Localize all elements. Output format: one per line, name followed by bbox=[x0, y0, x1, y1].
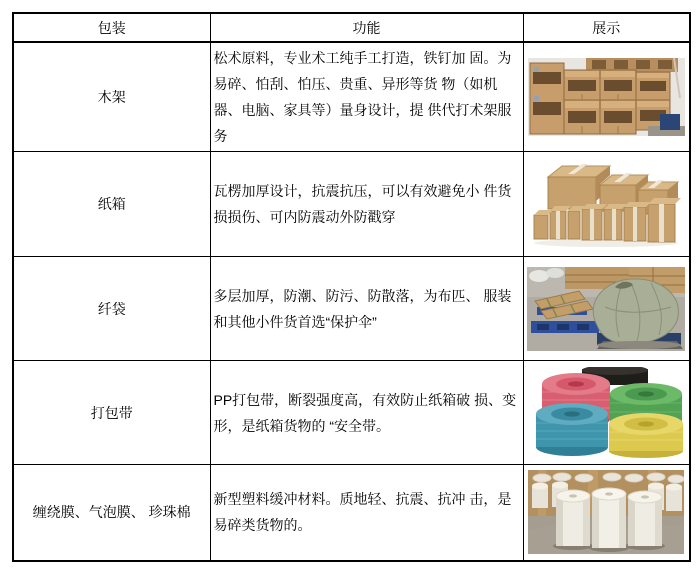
function-description: 瓦楞加厚设计，抗震抗压，可以有效避免小 件货损损伤、可内防震动外防戳穿 bbox=[210, 152, 523, 257]
display-cell bbox=[523, 152, 690, 257]
function-description: 松术原料，专业术工纯手工打造，铁钉加 固。为易碎、怕刮、怕压、贵重、异形等货 物（如机器、电脑、家具等）量身设计，提 供代打术架服务 bbox=[210, 42, 523, 152]
packaging-name: 纤袋 bbox=[13, 257, 210, 361]
table-row-strapping bbox=[13, 361, 690, 465]
display-cell bbox=[523, 42, 690, 152]
column-header-packaging: 包装 bbox=[13, 13, 210, 42]
table-row-wooden-frame bbox=[13, 42, 690, 152]
packaging-name: 缠绕膜、气泡膜、 珍珠棉 bbox=[13, 465, 210, 561]
wooden-crates-photo bbox=[528, 58, 685, 136]
fiber-bag-photo bbox=[527, 267, 685, 351]
cardboard-boxes-photo bbox=[528, 159, 684, 249]
packaging-name: 木架 bbox=[13, 42, 210, 152]
column-header-function: 功能 bbox=[210, 13, 523, 42]
table-row-fiber-bag bbox=[13, 257, 690, 361]
strapping-rolls-photo bbox=[528, 367, 684, 459]
display-cell bbox=[523, 257, 690, 361]
function-description: PP打包带，断裂强度高，有效防止纸箱破 损、变形，是纸箱货物的 “安全带。 bbox=[210, 361, 523, 465]
display-cell bbox=[523, 361, 690, 465]
packaging-table bbox=[12, 12, 691, 562]
packaging-name: 打包带 bbox=[13, 361, 210, 465]
table-row-wrap-film bbox=[13, 465, 690, 561]
stretch-film-rolls-photo bbox=[528, 470, 684, 554]
header-row bbox=[13, 13, 690, 42]
function-description: 新型塑料缓冲材料。质地轻、抗震、抗冲 击，是易碎类货物的。 bbox=[210, 465, 523, 561]
table-row-carton bbox=[13, 152, 690, 257]
packaging-name: 纸箱 bbox=[13, 152, 210, 257]
display-cell bbox=[523, 465, 690, 561]
column-header-display: 展示 bbox=[523, 13, 690, 42]
function-description: 多层加厚，防潮、防污、防散落，为布匹、 服装和其他小件货首选“保护伞” bbox=[210, 257, 523, 361]
